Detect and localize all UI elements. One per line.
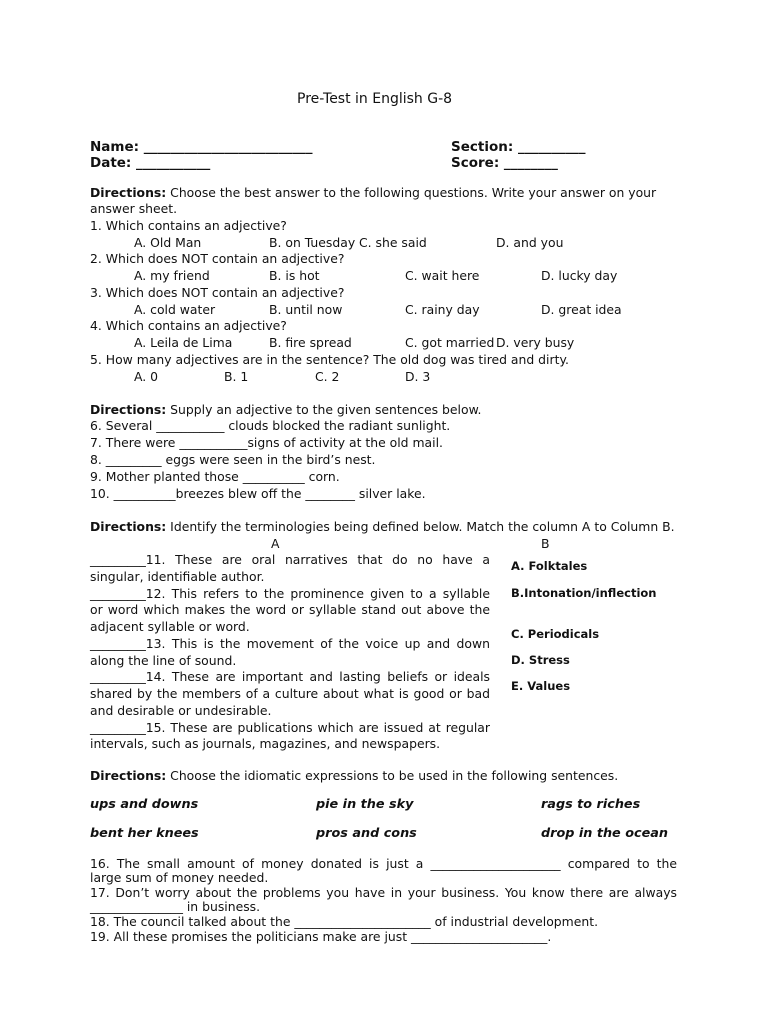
column-a-header: A (271, 536, 280, 551)
item-6: 6. Several ___________ clouds blocked the radiant sunlight. (90, 418, 451, 433)
idiom-option: rags to riches (541, 797, 641, 812)
directions-text: Supply an adjective to the given sentences below. (166, 402, 482, 417)
directions-label: Directions: (90, 768, 167, 783)
directions-label: Directions: (90, 519, 167, 534)
column-b-option-e: E. Values (511, 679, 571, 693)
q1-option-c: C. she said (359, 235, 427, 250)
idiom-option: bent her knees (90, 826, 199, 841)
q1-option-a: A. Old Man (134, 235, 202, 250)
q5-option-b: B. 1 (224, 369, 249, 384)
question-2: 2. Which does NOT contain an adjective? (90, 251, 345, 266)
score-field-label: Score: ________ (451, 155, 558, 171)
item-17-cont: _______________ in business. (90, 899, 261, 914)
directions-text: Choose the idiomatic expressions to be used in the following sentences. (166, 768, 619, 783)
item-7: 7. There were ___________signs of activity at the old mail. (90, 435, 443, 450)
column-b-option-a: A. Folktales (511, 559, 588, 573)
column-a-line: _________11. These are oral narratives that do no have a (90, 552, 490, 567)
q2-option-b: B. is hot (269, 268, 320, 283)
item-16-cont: large sum of money needed. (90, 870, 269, 885)
q1-option-b: B. on Tuesday (269, 235, 356, 250)
column-b-option-b: B.Intonation/inflection (511, 586, 657, 600)
q5-option-d: D. 3 (405, 369, 431, 384)
q4-option-d: D. very busy (496, 335, 575, 350)
directions-label: Directions: (90, 185, 167, 200)
directions-2 (90, 402, 482, 418)
column-b-option-d: D. Stress (511, 653, 570, 667)
item-8: 8. _________ eggs were seen in the bird’s nest. (90, 452, 376, 467)
question-3: 3. Which does NOT contain an adjective? (90, 285, 345, 300)
q5-option-a: A. 0 (134, 369, 159, 384)
q2-option-d: D. lucky day (541, 268, 618, 283)
q3-option-b: B. until now (269, 302, 343, 317)
item-17: 17. Don’t worry about the problems you have in your business. You know there are always (90, 885, 677, 900)
column-a-line: or word which makes the word or syllable stand out above the (90, 602, 490, 617)
q5-option-c: C. 2 (315, 369, 340, 384)
directions-label: Directions: (90, 402, 167, 417)
q3-option-a: A. cold water (134, 302, 216, 317)
item-10: 10. __________breezes blew off the ________ silver lake. (90, 486, 426, 501)
idiom-option: ups and downs (90, 797, 199, 812)
column-a-line: adjacent syllable or word. (90, 619, 250, 634)
q4-option-c: C. got married (405, 335, 495, 350)
q2-option-c: C. wait here (405, 268, 480, 283)
directions-text: Identify the terminologies being defined below. Match the column A to Column B. (166, 519, 675, 534)
column-a-line: _________12. This refers to the prominence given to a syllable (90, 586, 490, 601)
column-a-line: and desirable or undesirable. (90, 703, 272, 718)
date-field-label: Date: ___________ (90, 155, 211, 171)
item-18: 18. The council talked about the ______________________ of industrial development. (90, 914, 599, 929)
column-a-line: along the line of sound. (90, 653, 237, 668)
directions-3 (90, 519, 675, 535)
page-title: Pre-Test in English G-8 (297, 91, 453, 107)
question-1: 1. Which contains an adjective? (90, 218, 287, 233)
column-a-line: _________13. This is the movement of the voice up and down (90, 636, 490, 651)
q4-option-a: A. Leila de Lima (134, 335, 233, 350)
idiom-option: pros and cons (316, 826, 417, 841)
question-4: 4. Which contains an adjective? (90, 318, 287, 333)
directions-4 (90, 768, 618, 784)
column-a-line: intervals, such as journals, magazines, and newspapers. (90, 736, 441, 751)
directions-1 (90, 185, 656, 201)
q2-option-a: A. my friend (134, 268, 210, 283)
item-19: 19. All these promises the politicians make are just ______________________. (90, 929, 552, 944)
q1-option-d: D. and you (496, 235, 564, 250)
item-16: 16. The small amount of money donated is just a _____________________ compared to the (90, 856, 677, 871)
column-a-line: _________15. These are publications which are issued at regular (90, 720, 490, 735)
section-field-label: Section: __________ (451, 139, 586, 155)
q3-option-c: C. rainy day (405, 302, 480, 317)
column-b-header: B (541, 536, 550, 551)
directions-1-cont: answer sheet. (90, 201, 178, 216)
column-a-line: shared by the members of a culture about what is good or bad (90, 686, 490, 701)
idiom-option: drop in the ocean (541, 826, 668, 841)
column-a-line: singular, identifiable author. (90, 569, 265, 584)
q3-option-d: D. great idea (541, 302, 622, 317)
question-5: 5. How many adjectives are in the sentence? The old dog was tired and dirty. (90, 352, 569, 367)
q4-option-b: B. fire spread (269, 335, 352, 350)
name-field-label: Name: _________________________ (90, 139, 313, 155)
column-b-option-c: C. Periodicals (511, 627, 600, 641)
item-9: 9. Mother planted those __________ corn. (90, 469, 340, 484)
directions-text: Choose the best answer to the following questions. Write your answer on your (166, 185, 657, 200)
column-a-line: _________14. These are important and lasting beliefs or ideals (90, 669, 490, 684)
idiom-option: pie in the sky (316, 797, 414, 812)
